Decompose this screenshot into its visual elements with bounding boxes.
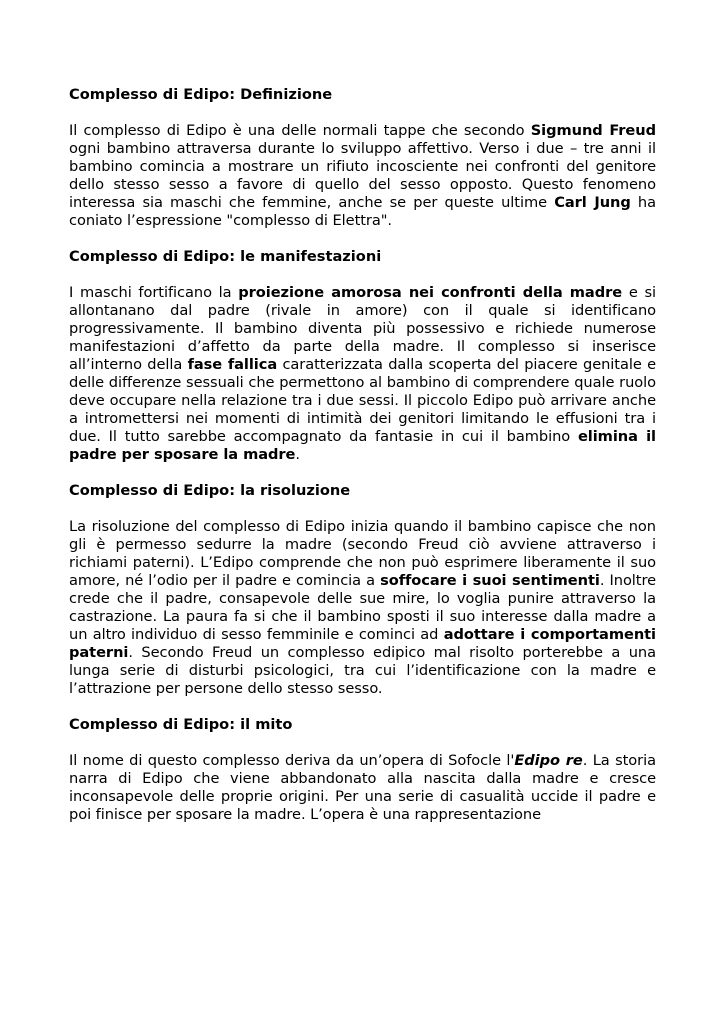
section-heading-manifestazioni: Complesso di Edipo: le manifestazioni — [69, 248, 382, 265]
text-run: . La storia narra di Edipo che viene abbandonato alla nascita dalla madre e cresce inconsapevole delle proprie origini. Per una serie di casualità uccide il padre e poi finisce per sposare la madre. L’opera è una rappresentazione — [69, 752, 656, 823]
text-run: ogni bambino attraversa durante lo sviluppo affettivo. Verso i due – tre anni il bambino comincia a mostrare un rifiuto incosciente nei confronti del genitore dello stesso sesso a favore di quello del sesso opposto. Questo fenomeno interessa sia maschi che femmine, anche se per queste ultime — [69, 140, 656, 211]
text-run: ha coniato l’espressione "complesso di Elettra". — [69, 194, 656, 229]
section-heading-mito: Complesso di Edipo: il mito — [69, 716, 293, 733]
text-run: e si allontanano dal padre (rivale in amore) con il quale si identificano progressivamente. Il bambino diventa più possessivo e richiede numerose manifestazioni d’affetto da parte della madre. Il complesso si inserisce all’interno della — [69, 284, 657, 373]
bold-text-fase-fallica: fase fallica — [187, 356, 278, 373]
section-heading-risoluzione: Complesso di Edipo: la risoluzione — [69, 482, 351, 499]
bold-italic-text-edipo-re: Edipo re — [514, 752, 583, 769]
bold-text-adottare-comportamenti: adottare i comportamenti paterni — [69, 626, 657, 661]
bold-text-proiezione-amorosa: proiezione amorosa nei confronti della madre — [238, 284, 623, 301]
document-page — [69, 86, 656, 842]
text-run: La risoluzione del complesso di Edipo inizia quando il bambino capisce che non gli è permesso sedurre la madre (secondo Freud ciò avviene attraverso i richiami paterni). L’Edipo comprende che non può esprimere liberamente il suo amore, né l’odio per il padre e comincia a — [69, 518, 656, 589]
paragraph-manifestazioni — [69, 284, 656, 464]
text-run: Il complesso di Edipo è una delle normali tappe che secondo — [69, 122, 531, 139]
bold-text-soffocare-sentimenti: soffocare i suoi sentimenti — [380, 572, 600, 589]
bold-text-sigmund-freud: Sigmund Freud — [530, 122, 656, 139]
paragraph-risoluzione — [69, 518, 656, 698]
section-heading-definizione: Complesso di Edipo: Definizione — [69, 86, 333, 103]
text-run: . Inoltre crede che il padre, consapevole delle sue mire, lo voglia punire attraverso la castrazione. La paura fa si che il bambino sposti il suo interesse dalla madre a un altro individuo di sesso femminile e cominci ad — [69, 572, 657, 643]
bold-text-carl-jung: Carl Jung — [554, 194, 631, 211]
paragraph-mito — [69, 752, 656, 824]
paragraph-definizione — [69, 122, 656, 230]
text-run: I maschi fortificano la — [69, 284, 239, 301]
text-run: caratterizzata dalla scoperta del piacere genitale e delle differenze sessuali che permettono al bambino di comprendere quale ruolo deve occupare nella relazione tra i due sessi. Il piccolo Edipo può arrivare anche a intromettersi nei momenti di intimità dei genitori limitando le effusioni tra i due. Il tutto sarebbe accompagnato da fantasie in cui il bambino — [69, 356, 656, 445]
text-run: . Secondo Freud un complesso edipico mal risolto porterebbe a una lunga serie di disturbi psicologici, tra cui l’identificazione con la madre e l’attrazione per persone dello stesso sesso. — [69, 644, 656, 697]
text-run: Il nome di questo complesso deriva da un’opera di Sofocle l' — [69, 752, 515, 769]
bold-text-elimina-il-padre: elimina il padre per sposare la madre — [69, 428, 656, 463]
text-run: . — [295, 446, 300, 463]
